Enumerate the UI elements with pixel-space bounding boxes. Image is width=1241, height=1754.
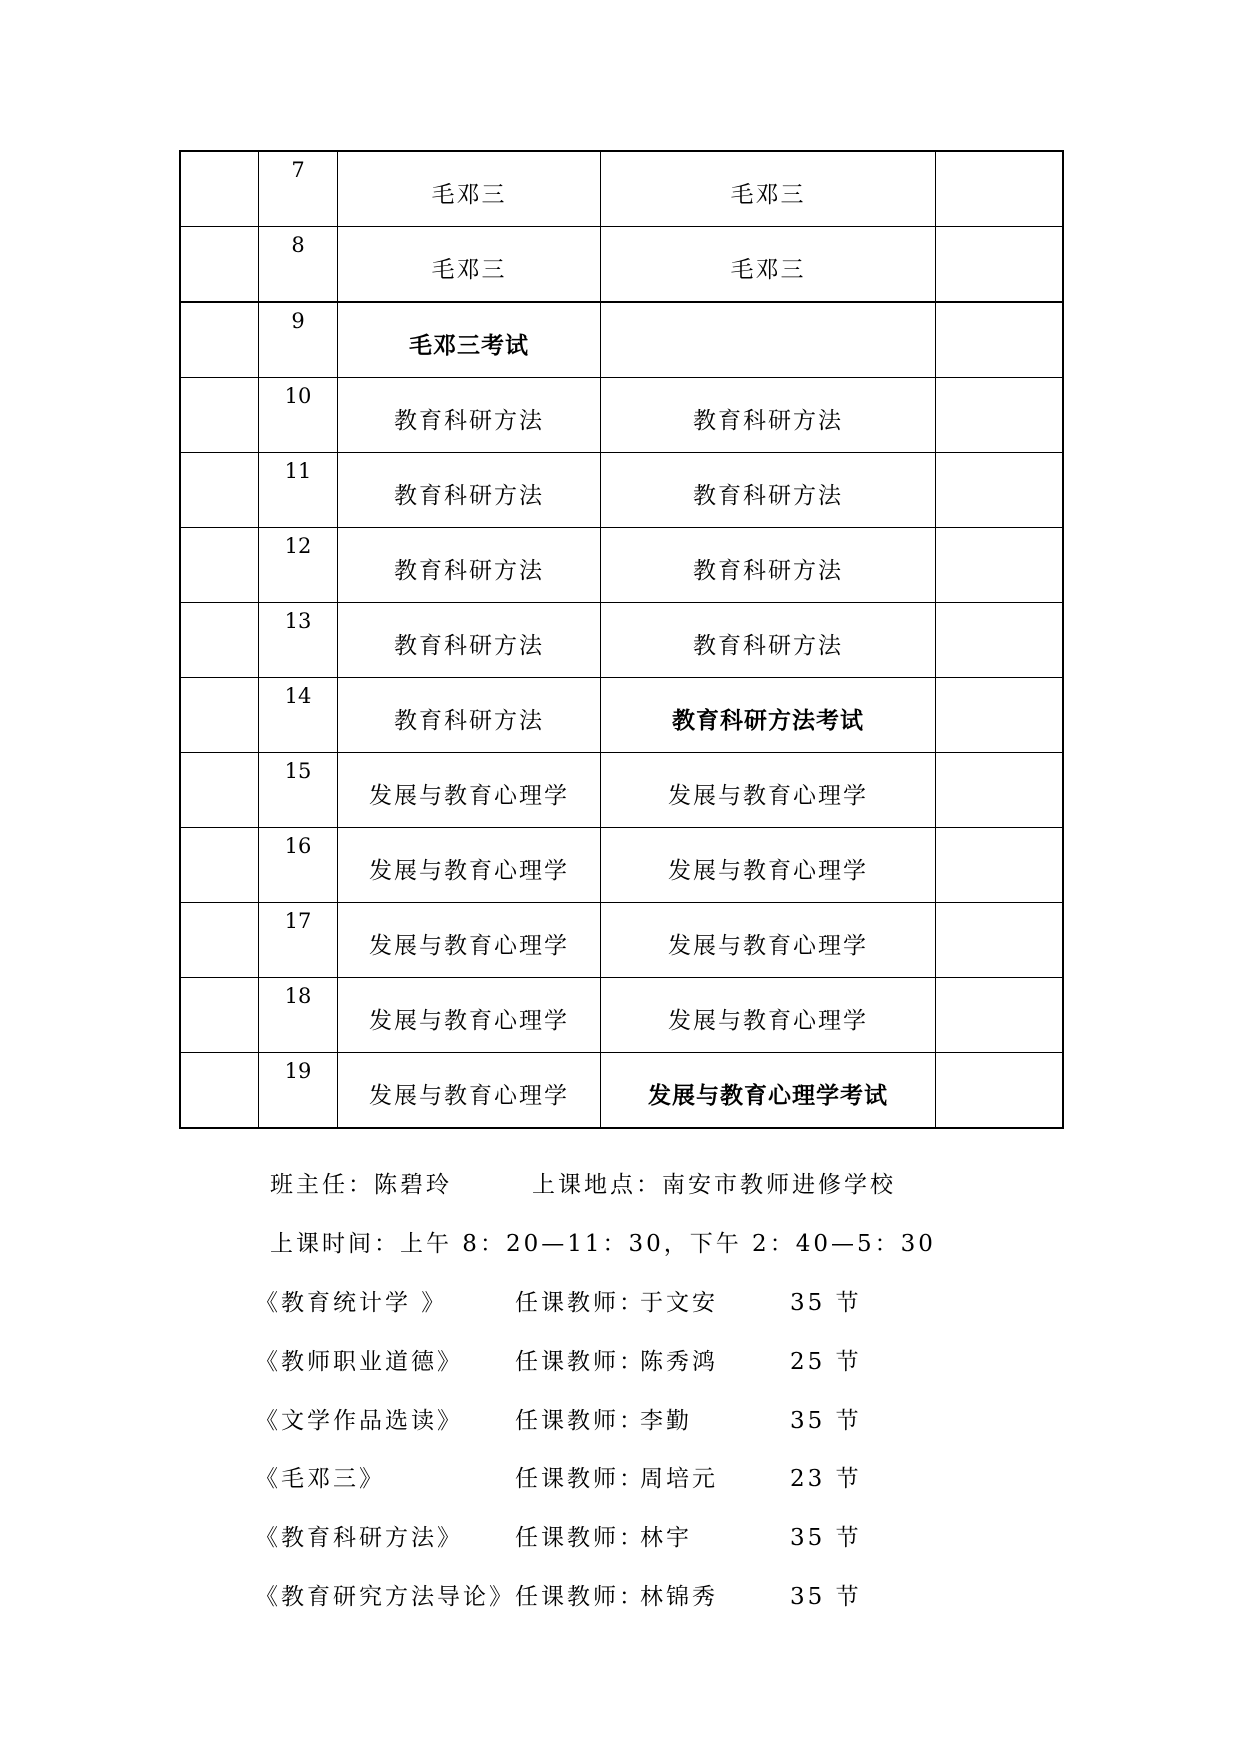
course-cell: [338, 753, 601, 828]
course-name: 毛邓三: [431, 181, 507, 208]
course-cell: [601, 378, 936, 453]
table-row: [180, 603, 1063, 678]
course-cell: [601, 603, 936, 678]
course-cell: [338, 678, 601, 753]
location-label: 上课地点：: [532, 1172, 662, 1198]
course-cell: [338, 227, 601, 303]
blank-cell: [180, 603, 259, 678]
blank-cell: [936, 753, 1064, 828]
blank-cell: [180, 151, 259, 227]
week-cell: [259, 603, 338, 678]
course-hours: 25 节: [790, 1349, 862, 1375]
week-cell: [259, 378, 338, 453]
head-teacher-label: 班主任：: [270, 1172, 374, 1198]
course-cell: [338, 828, 601, 903]
blank-cell: [180, 302, 259, 378]
week-cell: [259, 528, 338, 603]
blank-cell: [180, 828, 259, 903]
course-name: 教育科研方法: [693, 482, 843, 509]
course-cell: [338, 903, 601, 978]
course-cell: [601, 753, 936, 828]
blank-cell: [936, 1053, 1064, 1129]
course-hours: 35 节: [790, 1290, 862, 1316]
blank-cell: [180, 227, 259, 303]
week-number: 16: [284, 834, 312, 858]
course-hours: 35 节: [790, 1525, 862, 1551]
course-cell: [338, 453, 601, 528]
course-title: 《文学作品选读》: [255, 1408, 463, 1434]
course-cell: [338, 528, 601, 603]
course-name: 教育科研方法: [693, 632, 843, 659]
location-value: 南安市教师进修学校: [662, 1172, 896, 1198]
course-cell: [601, 151, 936, 227]
course-cell: [601, 453, 936, 528]
course-name: 教育科研方法: [394, 407, 544, 434]
teacher-name: 林锦秀: [640, 1584, 718, 1610]
course-title: 《毛邓三》: [255, 1466, 385, 1492]
course-name: 发展与教育心理学: [668, 857, 868, 884]
week-cell: [259, 828, 338, 903]
teacher-label: 任课教师：: [515, 1466, 645, 1492]
week-number: 12: [284, 534, 312, 558]
table-row: [180, 753, 1063, 828]
course-cell: [601, 903, 936, 978]
week-cell: [259, 302, 338, 378]
blank-cell: [180, 1053, 259, 1129]
course-hours: 35 节: [790, 1584, 862, 1610]
week-cell: [259, 978, 338, 1053]
course-name: [601, 303, 935, 377]
course-name: 发展与教育心理学: [668, 932, 868, 959]
location-line: [532, 1166, 896, 1199]
week-number: 10: [284, 384, 312, 408]
blank-cell: [180, 453, 259, 528]
course-title: 《教育研究方法导论》: [255, 1584, 515, 1610]
week-number: 15: [284, 759, 312, 783]
week-number: 13: [284, 609, 312, 633]
table-row: [180, 978, 1063, 1053]
teacher-name: 周培元: [640, 1466, 718, 1492]
course-name: 教育科研方法: [394, 482, 544, 509]
course-cell: [338, 1053, 601, 1129]
week-cell: [259, 227, 338, 303]
table-row: [180, 151, 1063, 227]
blank-cell: [180, 528, 259, 603]
course-name: 发展与教育心理学: [369, 1007, 569, 1034]
course-name: 发展与教育心理学: [369, 1082, 569, 1109]
course-name: 教育科研方法: [394, 557, 544, 584]
course-cell: [601, 227, 936, 303]
schedule-body: [180, 151, 1063, 1128]
week-number: 18: [284, 984, 312, 1008]
teacher-label: 任课教师：: [515, 1525, 645, 1551]
week-number: 8: [291, 233, 305, 257]
week-number: 7: [291, 158, 305, 182]
week-number: 14: [284, 684, 312, 708]
course-cell: [338, 378, 601, 453]
course-cell: [601, 302, 936, 378]
blank-cell: [180, 903, 259, 978]
teacher-label: 任课教师：: [515, 1290, 645, 1316]
teacher-label: 任课教师：: [515, 1408, 645, 1434]
blank-cell: [180, 978, 259, 1053]
blank-cell: [936, 528, 1064, 603]
course-name: 发展与教育心理学: [668, 1007, 868, 1034]
course-name: 教育科研方法: [394, 632, 544, 659]
blank-cell: [936, 378, 1064, 453]
teacher-name: 林宇: [640, 1525, 692, 1551]
week-cell: [259, 753, 338, 828]
week-number: 19: [284, 1059, 312, 1083]
table-row: [180, 227, 1063, 303]
course-name: 发展与教育心理学: [369, 857, 569, 884]
week-cell: [259, 1053, 338, 1129]
blank-cell: [936, 978, 1064, 1053]
table-row: [180, 678, 1063, 753]
course-title: 《教师职业道德》: [255, 1349, 463, 1375]
head-teacher-line: [270, 1166, 452, 1199]
course-name: 发展与教育心理学: [668, 782, 868, 809]
week-cell: [259, 151, 338, 227]
blank-cell: [936, 678, 1064, 753]
schedule-table: [179, 150, 1064, 1129]
blank-cell: [936, 302, 1064, 378]
week-cell: [259, 453, 338, 528]
teacher-name: 李勤: [640, 1408, 692, 1434]
course-cell: [601, 978, 936, 1053]
course-name: 教育科研方法: [693, 407, 843, 434]
week-cell: [259, 903, 338, 978]
course-cell: [601, 678, 936, 753]
teacher-name: 陈秀鸿: [640, 1349, 718, 1375]
blank-cell: [180, 678, 259, 753]
blank-cell: [936, 151, 1064, 227]
table-row: [180, 378, 1063, 453]
course-name: 教育科研方法: [693, 557, 843, 584]
course-name: 发展与教育心理学: [369, 932, 569, 959]
blank-cell: [936, 828, 1064, 903]
week-number: 17: [284, 909, 312, 933]
week-cell: [259, 678, 338, 753]
teacher-name: 于文安: [640, 1290, 718, 1316]
course-hours: 23 节: [790, 1466, 862, 1492]
exam-name: 毛邓三考试: [409, 332, 529, 359]
blank-cell: [936, 903, 1064, 978]
course-hours: 35 节: [790, 1408, 862, 1434]
course-name: 发展与教育心理学: [369, 782, 569, 809]
course-cell: [601, 528, 936, 603]
table-row: [180, 1053, 1063, 1129]
blank-cell: [936, 453, 1064, 528]
course-cell: [338, 603, 601, 678]
course-title: 《教育科研方法》: [255, 1525, 463, 1551]
course-name: 教育科研方法: [394, 707, 544, 734]
course-cell: [338, 151, 601, 227]
blank-cell: [936, 603, 1064, 678]
course-cell: [338, 302, 601, 378]
course-cell: [338, 978, 601, 1053]
course-name: 毛邓三: [431, 256, 507, 283]
table-row: [180, 453, 1063, 528]
week-number: 11: [284, 459, 312, 483]
head-teacher-name: 陈碧玲: [374, 1172, 452, 1198]
exam-name: 发展与教育心理学考试: [648, 1082, 888, 1109]
table-row: [180, 828, 1063, 903]
class-time: 上课时间：上午 8：20—11：30，下午 2：40—5：30: [270, 1231, 936, 1257]
blank-cell: [180, 378, 259, 453]
blank-cell: [180, 753, 259, 828]
course-cell: [601, 1053, 936, 1129]
course-name: 毛邓三: [730, 256, 806, 283]
table-row: [180, 903, 1063, 978]
table-row: [180, 302, 1063, 378]
course-name: 毛邓三: [730, 181, 806, 208]
course-title: 《教育统计学 》: [255, 1290, 448, 1316]
week-number: 9: [291, 309, 305, 333]
exam-name: 教育科研方法考试: [672, 707, 864, 734]
course-cell: [601, 828, 936, 903]
teacher-label: 任课教师：: [515, 1584, 645, 1610]
blank-cell: [936, 227, 1064, 303]
teacher-label: 任课教师：: [515, 1349, 645, 1375]
table-row: [180, 528, 1063, 603]
